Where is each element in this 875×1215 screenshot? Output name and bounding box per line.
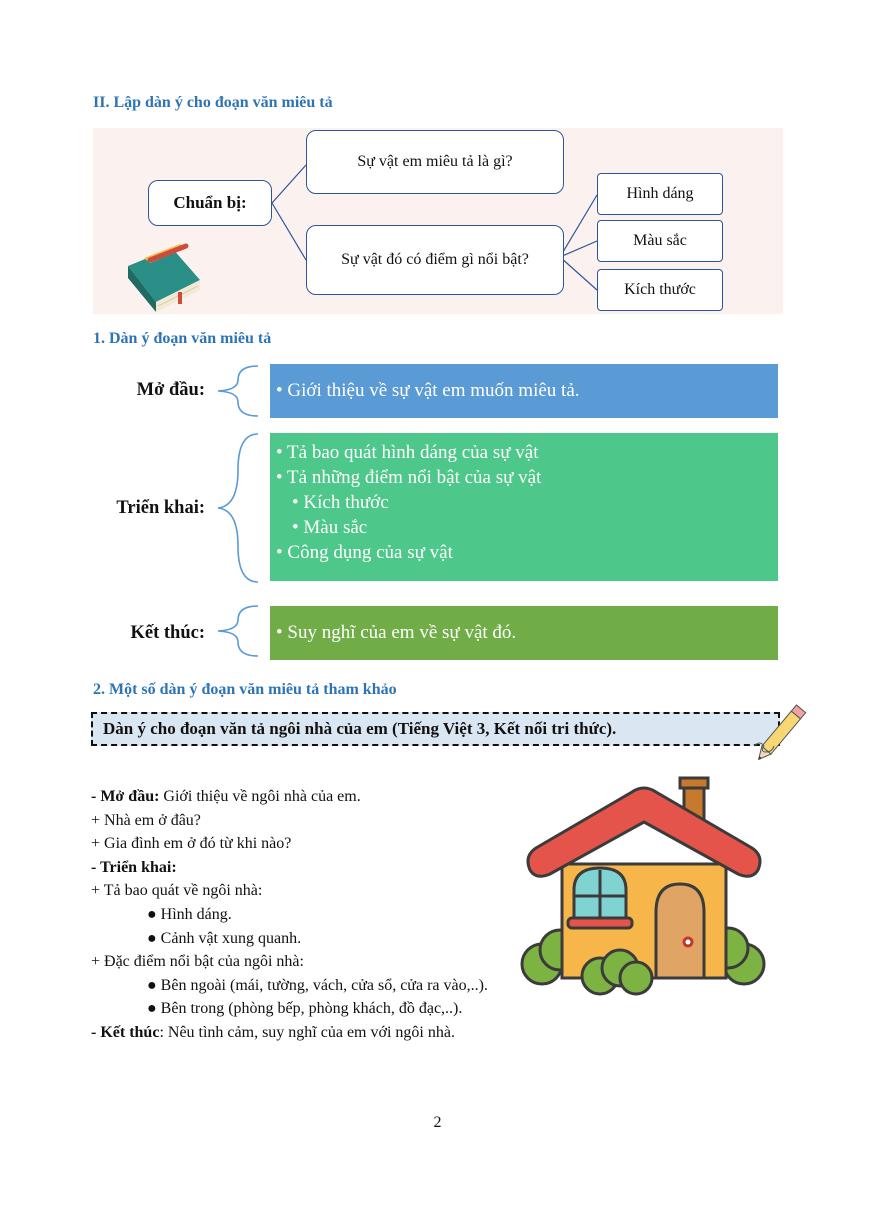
prep-label: Chuẩn bị: — [148, 180, 272, 226]
body-item: • Tả những điểm nổi bật của sự vật — [276, 467, 542, 488]
sample-body — [91, 785, 488, 1045]
ending-item: • Suy nghĩ của em về sự vật đó. — [276, 622, 517, 643]
book-icon — [114, 236, 204, 316]
intro-line — [91, 785, 488, 809]
end-text: : Nêu tình cảm, suy nghĩ của em với ngôi nhà. — [159, 1023, 455, 1041]
body-band — [270, 433, 778, 581]
house-icon — [516, 772, 776, 1002]
sample-title: Dàn ý cho đoạn văn tả ngôi nhà của em (Tiếng Việt 3, Kết nối tri thức). — [103, 719, 617, 738]
bullet-item: ● Cảnh vật xung quanh. — [147, 929, 302, 947]
intro-text: Giới thiệu về ngôi nhà của em. — [159, 788, 361, 805]
intro-label: Mở đầu: — [136, 380, 205, 400]
body-subitem: • Màu sắc — [292, 517, 368, 538]
feature-color: Màu sắc — [597, 220, 723, 262]
body-overview: + Tả bao quát về ngôi nhà: — [91, 882, 263, 900]
intro-title: - Mở đầu: — [91, 788, 160, 805]
section-heading: II. Lập dàn ý cho đoạn văn miêu tả — [93, 94, 333, 111]
intro-band — [270, 364, 778, 418]
intro-item: • Giới thiệu về sự vật em muốn miêu tả. — [276, 380, 580, 401]
pencil-icon — [748, 696, 822, 760]
prep-question-1: Sự vật em miêu tả là gì? — [306, 130, 564, 194]
sample-title-box — [91, 712, 780, 746]
body-subitem: • Kích thước — [292, 492, 389, 513]
ending-band — [270, 606, 778, 660]
bullet-item: ● Bên ngoài (mái, tường, vách, cửa sổ, cửa ra vào,..). — [147, 976, 488, 994]
bullet-item: ● Hình dáng. — [147, 905, 232, 923]
outline-heading: 1. Dàn ý đoạn văn miêu tả — [93, 330, 272, 347]
body-item: • Tả bao quát hình dáng của sự vật — [276, 442, 539, 463]
feature-size: Kích thước — [597, 269, 723, 311]
ending-label: Kết thúc: — [130, 623, 205, 643]
feature-shape: Hình dáng — [597, 173, 723, 215]
intro-question: + Nhà em ở đâu? — [91, 811, 201, 829]
body-title: - Triển khai: — [91, 858, 177, 876]
bullet-item: ● Bên trong (phòng bếp, phòng khách, đồ đạc,..). — [147, 1000, 463, 1018]
intro-question: + Gia đình em ở đó từ khi nào? — [91, 835, 292, 853]
prep-question-2: Sự vật đó có điểm gì nổi bật? — [306, 225, 564, 295]
body-label: Triển khai: — [116, 498, 205, 518]
body-item: • Công dụng của sự vật — [276, 542, 453, 563]
sample-heading: 2. Một số dàn ý đoạn văn miêu tả tham khảo — [93, 681, 397, 698]
page-number: 2 — [433, 1114, 442, 1131]
end-line — [91, 1021, 488, 1045]
body-features: + Đặc điểm nổi bật của ngôi nhà: — [91, 953, 304, 971]
end-title: - Kết thúc — [91, 1023, 160, 1041]
